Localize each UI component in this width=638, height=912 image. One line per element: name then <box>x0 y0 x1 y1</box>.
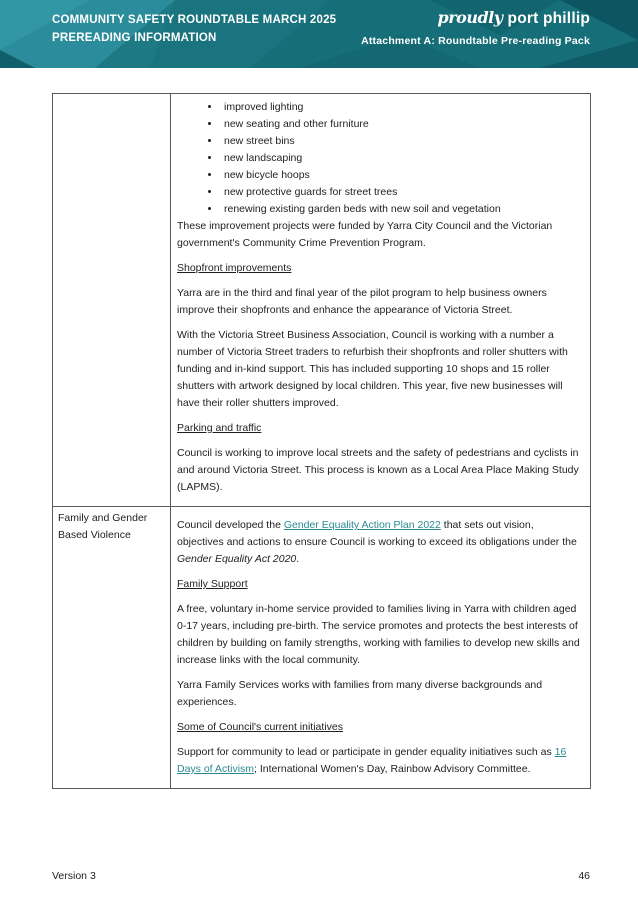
content-table <box>52 93 591 789</box>
document-title-line1: COMMUNITY SAFETY ROUNDTABLE MARCH 2025 <box>52 14 337 26</box>
paragraph-text: . <box>296 553 300 565</box>
row-content-cell <box>171 507 591 789</box>
bullet-item: • renewing existing garden beds with new soil and vegetation <box>221 201 582 218</box>
family-support-paragraph-2: Yarra Family Services works with families from many diverse backgrounds and experiences. <box>177 679 543 708</box>
sixteen-days-of-activism-link[interactable]: 16 Days of Activism <box>177 746 567 775</box>
gender-equality-action-plan-link[interactable]: Gender Equality Action Plan 2022 <box>283 519 441 531</box>
parking-and-traffic-heading: Parking and traffic <box>177 422 262 434</box>
improvements-bullet-list <box>177 99 582 218</box>
bullet-item: • new seating and other furniture <box>221 116 582 133</box>
shopfront-improvements-heading: Shopfront improvements <box>177 262 292 274</box>
bullet-item: • new landscaping <box>221 150 582 167</box>
paragraph-text: ; International Women's Day, Rainbow Advisory Committee. <box>254 763 531 775</box>
header-banner <box>0 0 638 68</box>
gender-equality-paragraph <box>177 517 582 568</box>
shopfront-paragraph-2: With the Victoria Street Business Association, Council is working with a number a number of Victoria Street traders to refurbish their shopfronts and roller shutters with funding and in-kind support. This has included supporting 10 shops and 15 roller shutters with artwork designed by local children. This year, five new businesses will have their roller shutters improved. <box>177 329 568 409</box>
bullet-item: • improved lighting <box>221 99 582 116</box>
row-content-cell <box>171 94 591 507</box>
logo-bold-text: port phillip <box>507 10 590 27</box>
port-phillip-logo <box>438 8 590 28</box>
parking-paragraph: Council is working to improve local streets and the safety of pedestrians and cyclists in and around Victoria Street. This process is known as a Local Area Place Making Study (LAPMS). <box>177 447 579 493</box>
current-initiatives-heading: Some of Council's current initiatives <box>177 721 343 733</box>
version-label: Version 3 <box>52 870 96 882</box>
document-title <box>52 11 336 68</box>
funding-paragraph: These improvement projects were funded by Yarra City Council and the Victorian government's Community Crime Prevention Program. <box>177 220 553 249</box>
paragraph-text: Support for community to lead or participate in gender equality initiatives such as <box>177 746 555 758</box>
bullet-item: • new protective guards for street trees <box>221 184 582 201</box>
table-row-victoria-street <box>53 94 591 507</box>
bullet-item: • new street bins <box>221 133 582 150</box>
row-label-cell: Family and Gender Based Violence <box>53 507 171 789</box>
paragraph-text: that sets out vision, objectives and actions to ensure Council is working to exceed its obligations under the <box>177 519 577 548</box>
paragraph-text: Council developed the <box>177 519 284 531</box>
bullet-item: • new bicycle hoops <box>221 167 582 184</box>
act-title-italic: Gender Equality Act 2020 <box>177 553 297 565</box>
page-number: 46 <box>578 870 590 882</box>
page-footer <box>52 870 590 882</box>
attachment-label: Attachment A: Roundtable Pre-reading Pack <box>361 35 590 47</box>
logo-script-text: proudly <box>437 8 503 27</box>
initiatives-paragraph <box>177 744 582 778</box>
family-support-paragraph-1: A free, voluntary in-home service provided to families living in Yarra with children aged 0-17 years, including pre-birth. The service promotes and protects the best interests of children by building on family strengths, working with families to develop new skills and increase links with the local community. <box>177 603 580 666</box>
table-row-family-gender-violence <box>53 507 591 789</box>
shopfront-paragraph-1: Yarra are in the third and final year of the pilot program to help business owners improve their shopfronts and enhance the appearance of Victoria Street. <box>177 287 547 316</box>
document-title-line2: PREREADING INFORMATION <box>52 32 217 44</box>
row-label-cell-empty <box>53 94 171 507</box>
family-support-heading: Family Support <box>177 578 248 590</box>
